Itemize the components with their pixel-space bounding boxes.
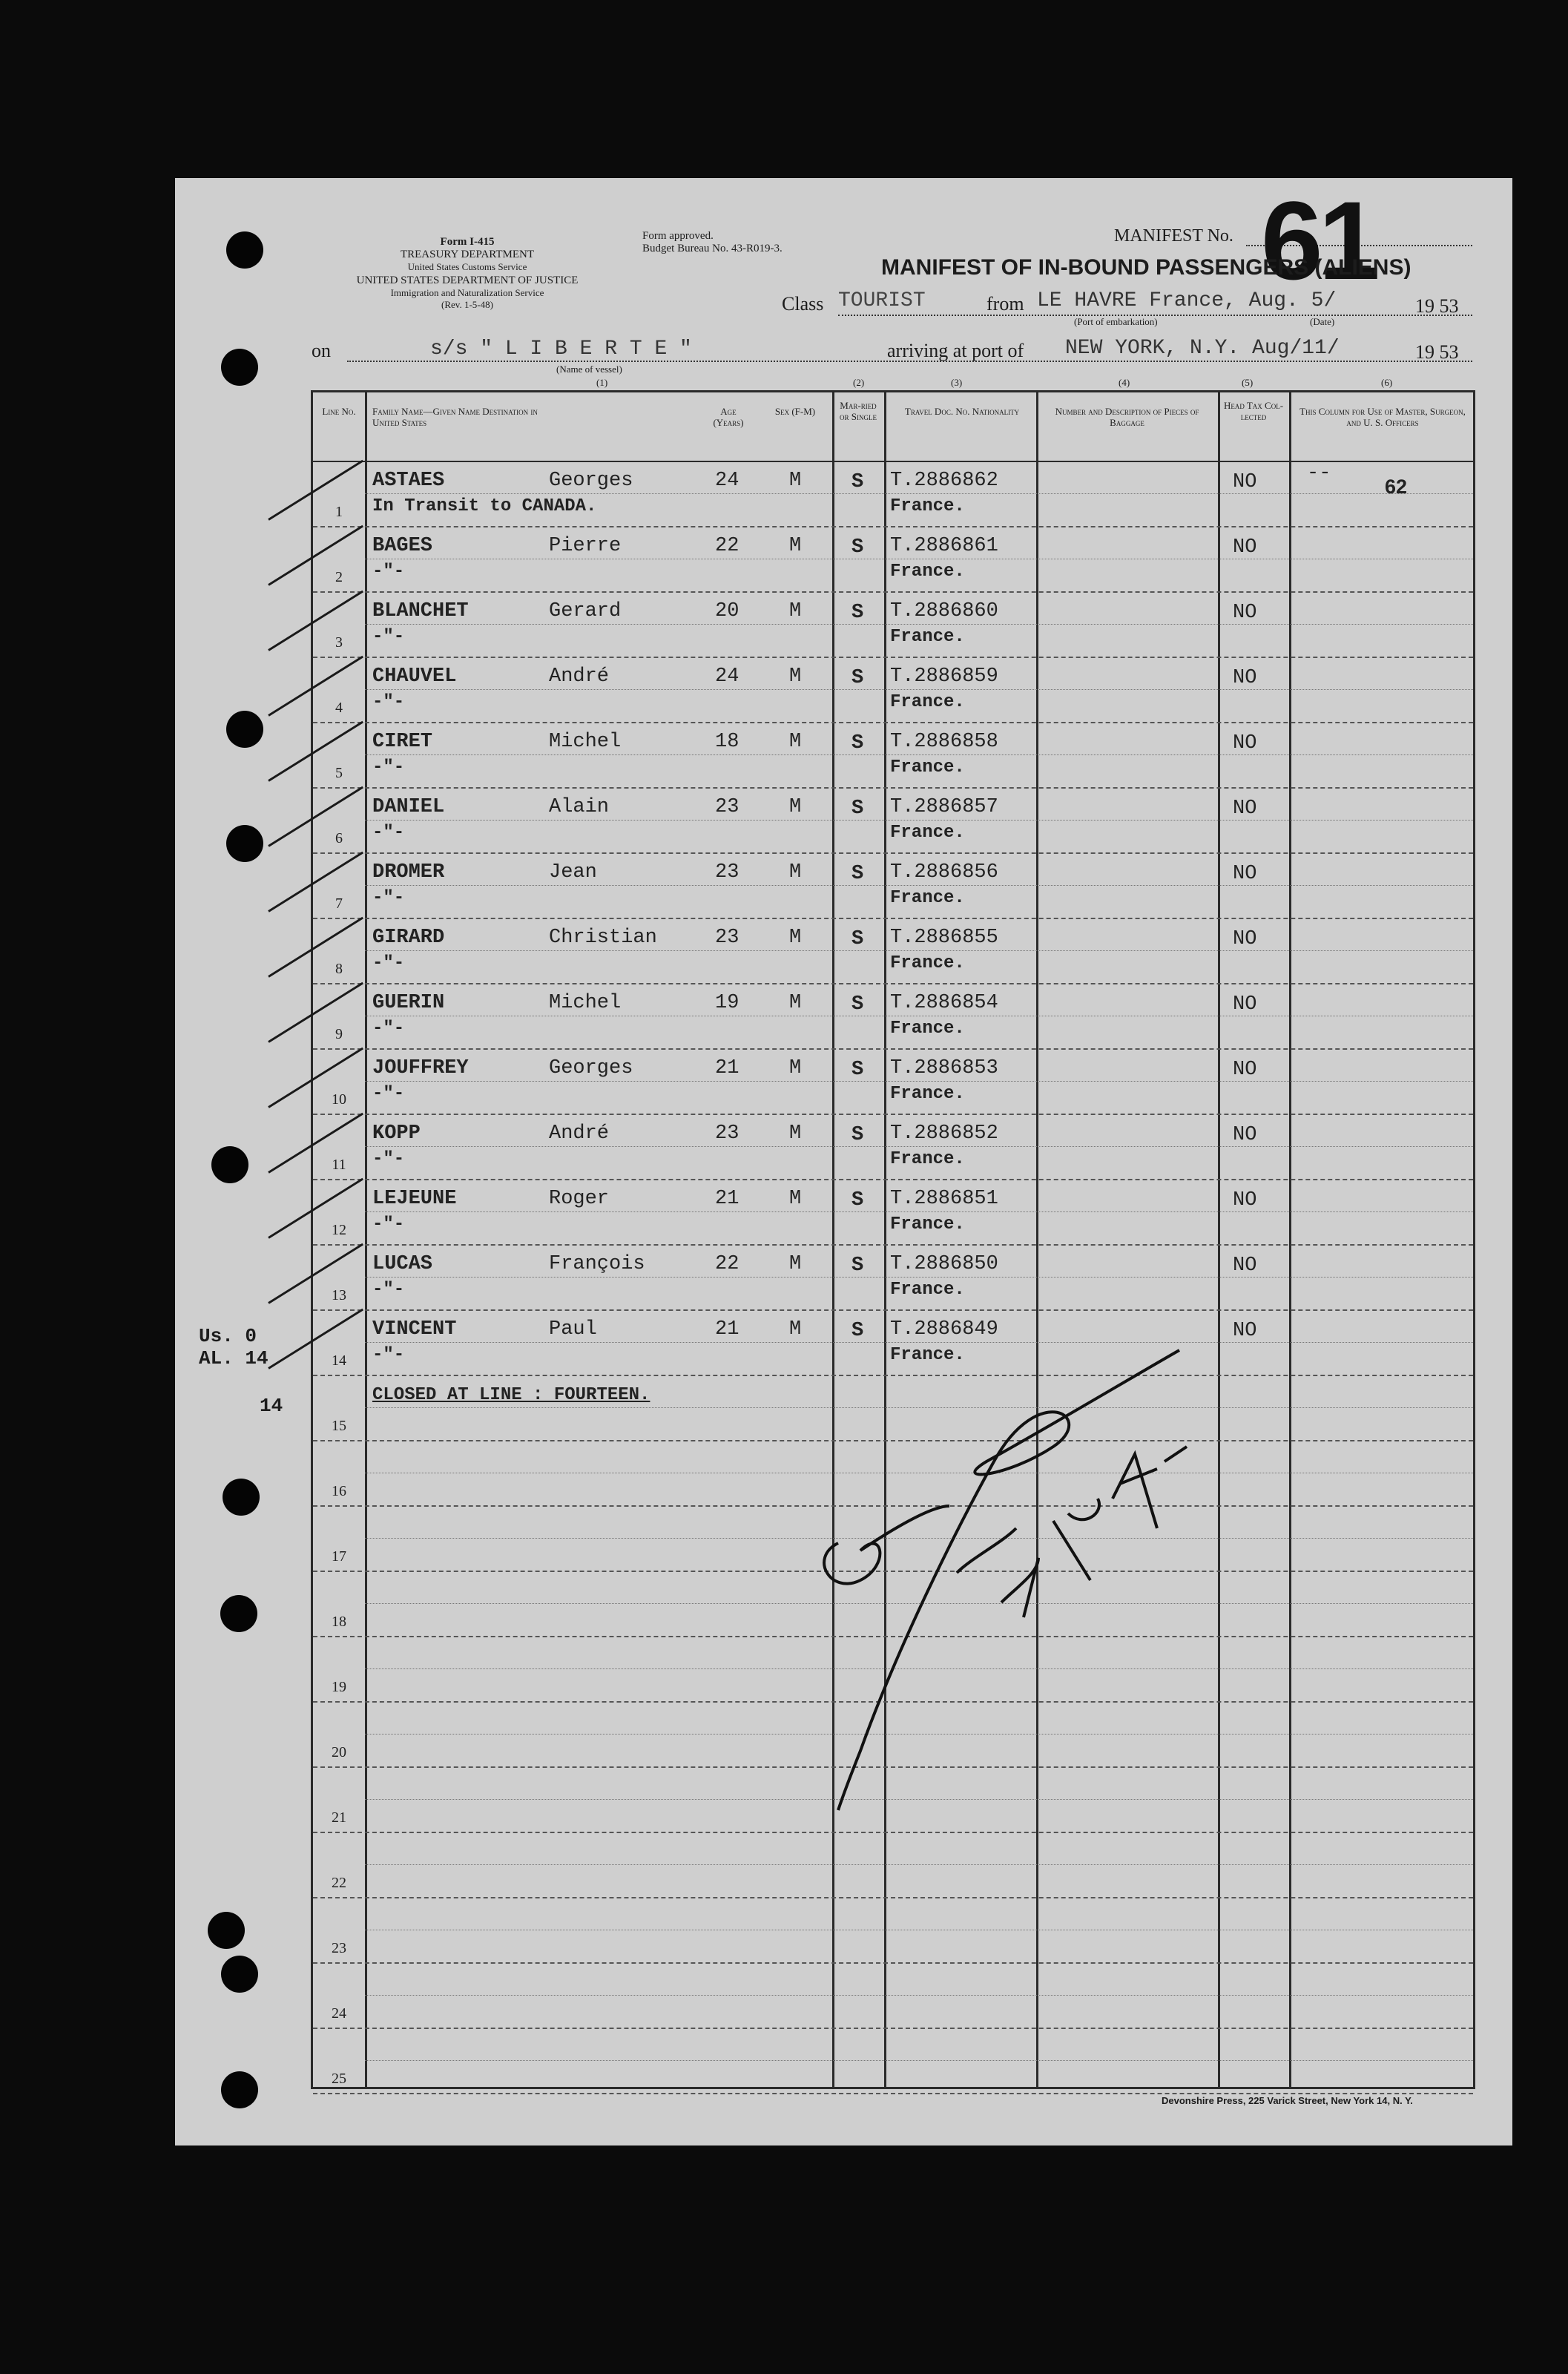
nationality: France. <box>890 496 965 516</box>
given-name: Christian <box>549 927 657 949</box>
line-number: 14 <box>332 1352 346 1369</box>
family-name: BLANCHET <box>372 600 469 622</box>
head-tax: NO <box>1233 667 1257 689</box>
table-row <box>313 591 1473 657</box>
travel-doc-no: T.2886861 <box>890 535 998 557</box>
sex: M <box>789 665 802 688</box>
travel-doc-no: T.2886860 <box>890 600 998 622</box>
line-number: 1 <box>335 504 343 520</box>
head-tax: NO <box>1233 1124 1257 1146</box>
table-row <box>313 852 1473 918</box>
arrival-port: NEW YORK, N.Y. Aug/11/ <box>1065 337 1340 360</box>
approved-text: Form approved. <box>642 230 714 242</box>
form-number: Form I-415 <box>440 236 495 248</box>
given-name: Michel <box>549 992 622 1014</box>
given-name: André <box>549 1122 610 1145</box>
head-tax: NO <box>1233 536 1257 559</box>
age: 22 <box>715 535 739 557</box>
given-name: Michel <box>549 731 622 753</box>
tally-al: AL. 14 <box>199 1347 269 1370</box>
row-rule <box>313 1962 1473 1964</box>
marital-status: S <box>851 928 864 950</box>
nationality: France. <box>890 692 965 712</box>
head-tax: NO <box>1233 928 1257 950</box>
travel-doc-no: T.2886856 <box>890 861 998 884</box>
marital-status: S <box>851 798 864 820</box>
sex: M <box>789 927 802 949</box>
head-tax: NO <box>1233 1059 1257 1081</box>
punch-hole <box>226 231 263 269</box>
destination: -"- <box>372 1149 405 1169</box>
header-officers: This Column for Use of Master, Surgeon, and U. S. Officers <box>1299 406 1466 428</box>
punch-hole <box>220 1595 257 1632</box>
nationality: France. <box>890 1214 965 1234</box>
sex: M <box>789 470 802 492</box>
line-number: 8 <box>335 961 343 977</box>
line-number: 7 <box>335 895 343 912</box>
punch-hole <box>221 1956 258 1993</box>
given-name: François <box>549 1253 645 1275</box>
budget-bureau: Budget Bureau No. 43-R019-3. <box>642 243 783 254</box>
destination: In Transit to CANADA. <box>372 496 597 516</box>
line-number: 21 <box>332 1809 346 1826</box>
nationality: France. <box>890 1345 965 1365</box>
table-row <box>313 461 1473 526</box>
col-num-1: (1) <box>596 377 608 388</box>
officer-dash: -- <box>1307 462 1331 484</box>
age: 23 <box>715 927 739 949</box>
head-tax: NO <box>1233 1255 1257 1277</box>
travel-doc-no: T.2886852 <box>890 1122 998 1145</box>
travel-doc-no: T.2886857 <box>890 796 998 818</box>
destination: -"- <box>372 823 405 843</box>
line-number: 22 <box>332 1875 346 1891</box>
sex: M <box>789 1057 802 1079</box>
head-tax: NO <box>1233 1320 1257 1342</box>
line-number: 9 <box>335 1026 343 1042</box>
row-rule <box>313 2093 1473 2094</box>
given-name: Roger <box>549 1188 610 1210</box>
nationality: France. <box>890 757 965 777</box>
family-name: JOUFFREY <box>372 1057 469 1079</box>
form-header-justice <box>297 274 638 311</box>
given-name: Georges <box>549 470 633 492</box>
table-row <box>313 657 1473 722</box>
nationality: France. <box>890 1149 965 1169</box>
sex: M <box>789 535 802 557</box>
table-row <box>313 1244 1473 1309</box>
given-name: Georges <box>549 1057 633 1079</box>
table-row <box>313 526 1473 591</box>
vessel-caption: (Name of vessel) <box>556 364 622 375</box>
from-label: from <box>986 293 1024 315</box>
destination: -"- <box>372 692 405 712</box>
family-name: DANIEL <box>372 796 445 818</box>
sex: M <box>789 600 802 622</box>
marital-status: S <box>851 1059 864 1081</box>
travel-doc-no: T.2886855 <box>890 927 998 949</box>
destination: -"- <box>372 1214 405 1234</box>
destination: -"- <box>372 627 405 647</box>
family-name: DROMER <box>372 861 445 884</box>
col-num-3: (3) <box>951 377 963 388</box>
age: 23 <box>715 861 739 884</box>
marital-status: S <box>851 602 864 624</box>
given-name: Jean <box>549 861 597 884</box>
row-mid-rule <box>365 2060 1473 2061</box>
destination: -"- <box>372 1019 405 1039</box>
head-tax: NO <box>1233 732 1257 754</box>
punch-hole <box>226 825 263 862</box>
travel-doc-no: T.2886853 <box>890 1057 998 1079</box>
revision: (Rev. 1-5-48) <box>441 299 493 310</box>
marital-status: S <box>851 993 864 1016</box>
line-number: 20 <box>332 1744 346 1760</box>
sex: M <box>789 731 802 753</box>
age: 20 <box>715 600 739 622</box>
marital-status: S <box>851 1189 864 1211</box>
form-approval <box>642 230 783 255</box>
destination: -"- <box>372 888 405 908</box>
line-number: 12 <box>332 1222 346 1238</box>
tally-total: 14 <box>260 1395 283 1417</box>
manifest-label: MANIFEST No. <box>1114 226 1233 246</box>
line-number: 2 <box>335 569 343 585</box>
handwritten-signature <box>816 1335 1202 1870</box>
head-tax: NO <box>1233 863 1257 885</box>
age: 21 <box>715 1188 739 1210</box>
header-travel-doc: Travel Doc. No. Nationality <box>904 406 1020 417</box>
header-name: Family Name—Given Name Destination in United States <box>372 406 538 428</box>
destination: -"- <box>372 1345 405 1365</box>
head-tax: NO <box>1233 798 1257 820</box>
family-name: GIRARD <box>372 927 445 949</box>
travel-doc-no: T.2886862 <box>890 470 998 492</box>
age: 23 <box>715 1122 739 1145</box>
given-name: André <box>549 665 610 688</box>
head-tax: NO <box>1233 1189 1257 1211</box>
table-row <box>313 918 1473 983</box>
tally-us: Us. 0 <box>199 1325 257 1347</box>
marital-status: S <box>851 1255 864 1277</box>
age: 24 <box>715 470 739 492</box>
travel-doc-no: T.2886859 <box>890 665 998 688</box>
line-number: 24 <box>332 2005 346 2022</box>
family-name: CHAUVEL <box>372 665 457 688</box>
given-name: Pierre <box>549 535 622 557</box>
table-row <box>313 1179 1473 1244</box>
sex: M <box>789 1188 802 1210</box>
destination: -"- <box>372 757 405 777</box>
head-tax: NO <box>1233 993 1257 1016</box>
col-num-4: (4) <box>1119 377 1130 388</box>
line-number: 16 <box>332 1483 346 1499</box>
signature-text: 9 15 A01 <box>1016 1580 1019 1581</box>
age: 22 <box>715 1253 739 1275</box>
age: 19 <box>715 992 739 1014</box>
destination: -"- <box>372 562 405 582</box>
travel-doc-no: T.2886849 <box>890 1318 998 1341</box>
punch-hole <box>211 1146 248 1183</box>
table-row <box>313 787 1473 852</box>
nationality: France. <box>890 562 965 582</box>
nationality: France. <box>890 953 965 973</box>
nationality: France. <box>890 823 965 843</box>
line-number: 25 <box>332 2071 346 2087</box>
sex: M <box>789 1318 802 1341</box>
line-number: 19 <box>332 1679 346 1695</box>
manifest-title: MANIFEST OF IN-BOUND PASSENGERS (ALIENS) <box>881 255 1411 280</box>
age: 23 <box>715 796 739 818</box>
sex: M <box>789 992 802 1014</box>
punch-hole <box>221 349 258 386</box>
vessel-name: s/s " L I B E R T E " <box>430 338 692 361</box>
line-number: 4 <box>335 700 343 716</box>
year-1: 19 53 <box>1415 295 1459 317</box>
head-tax: NO <box>1233 602 1257 624</box>
destination: -"- <box>372 953 405 973</box>
col-num-6: (6) <box>1381 377 1393 388</box>
port-embark-caption: (Port of embarkation) <box>1074 316 1158 327</box>
line-number: 6 <box>335 830 343 846</box>
destination: -"- <box>372 1084 405 1104</box>
col-num-5: (5) <box>1242 377 1254 388</box>
age: 21 <box>715 1057 739 1079</box>
row-mid-rule <box>365 1995 1473 1996</box>
travel-doc-no: T.2886858 <box>890 731 998 753</box>
punch-hole <box>221 2071 258 2108</box>
manifest-number: 61 <box>1261 178 1376 303</box>
form-header-left <box>312 236 623 273</box>
class-value: TOURIST <box>838 289 926 312</box>
treasury-dept: TREASURY DEPARTMENT <box>400 249 535 260</box>
punch-hole <box>223 1479 260 1516</box>
sex: M <box>789 1253 802 1275</box>
line-number: 15 <box>332 1418 346 1434</box>
nationality: France. <box>890 627 965 647</box>
table-row <box>313 983 1473 1048</box>
head-tax: NO <box>1233 471 1257 493</box>
marital-status: S <box>851 1320 864 1342</box>
marital-status: S <box>851 667 864 689</box>
nationality: France. <box>890 1084 965 1104</box>
age: 24 <box>715 665 739 688</box>
nationality: France. <box>890 1280 965 1300</box>
arriving-label: arriving at port of <box>887 340 1024 361</box>
age: 21 <box>715 1318 739 1341</box>
travel-doc-no: T.2886854 <box>890 992 998 1014</box>
line-number: 3 <box>335 634 343 651</box>
family-name: ASTAES <box>372 470 445 492</box>
row-rule <box>313 1897 1473 1898</box>
table-row <box>313 1114 1473 1179</box>
printer-imprint: Devonshire Press, 225 Varick Street, New York 14, N. Y. <box>1162 2095 1413 2106</box>
family-name: GUERIN <box>372 992 445 1014</box>
table-row <box>313 1048 1473 1114</box>
given-name: Alain <box>549 796 610 818</box>
family-name: VINCENT <box>372 1318 457 1341</box>
closed-at-line: CLOSED AT LINE : FOURTEEN. <box>372 1385 650 1405</box>
punch-hole <box>208 1912 245 1949</box>
marital-status: S <box>851 732 864 754</box>
punch-hole <box>226 711 263 748</box>
justice-dept: UNITED STATES DEPARTMENT OF JUSTICE <box>356 274 579 286</box>
date-caption: (Date) <box>1310 316 1335 327</box>
travel-doc-no: T.2886850 <box>890 1253 998 1275</box>
embark-port: LE HAVRE France, Aug. 5/ <box>1037 289 1337 312</box>
line-number: 10 <box>332 1091 346 1108</box>
family-name: BAGES <box>372 535 433 557</box>
on-label: on <box>312 340 331 361</box>
age: 18 <box>715 731 739 753</box>
customs-service: United States Customs Service <box>407 261 527 272</box>
family-name: LUCAS <box>372 1253 433 1275</box>
marital-status: S <box>851 536 864 559</box>
family-name: LEJEUNE <box>372 1188 457 1210</box>
marital-status: S <box>851 863 864 885</box>
family-name: CIRET <box>372 731 433 753</box>
marital-status: S <box>851 1124 864 1146</box>
line-number: 13 <box>332 1287 346 1303</box>
col-num-2: (2) <box>853 377 865 388</box>
header-sex: Sex (F-M) <box>774 406 816 417</box>
header-line-no: Line No. <box>322 406 356 417</box>
header-head-tax: Head Tax Col-lected <box>1223 400 1284 422</box>
line-number: 17 <box>332 1548 346 1565</box>
ins-service: Immigration and Naturalization Service <box>390 287 544 298</box>
line-number: 5 <box>335 765 343 781</box>
sex: M <box>789 1122 802 1145</box>
sex: M <box>789 861 802 884</box>
family-name: KOPP <box>372 1122 421 1145</box>
line-number: 18 <box>332 1614 346 1630</box>
line-number: 11 <box>332 1157 346 1173</box>
marital-status: S <box>851 471 864 493</box>
destination: -"- <box>372 1280 405 1300</box>
header-age: Age (Years) <box>713 406 744 428</box>
header-married: Mar-ried or Single <box>840 400 877 422</box>
row-rule <box>313 2028 1473 2029</box>
nationality: France. <box>890 1019 965 1039</box>
given-name: Gerard <box>549 600 622 622</box>
header-baggage: Number and Description of Pieces of Baggage <box>1055 406 1199 428</box>
given-name: Paul <box>549 1318 597 1341</box>
line-number: 23 <box>332 1940 346 1956</box>
year-2: 19 53 <box>1415 341 1459 363</box>
sex: M <box>789 796 802 818</box>
class-label: Class <box>782 293 824 315</box>
nationality: France. <box>890 888 965 908</box>
travel-doc-no: T.2886851 <box>890 1188 998 1210</box>
table-row <box>313 722 1473 787</box>
officer-note: 62 <box>1385 476 1408 498</box>
